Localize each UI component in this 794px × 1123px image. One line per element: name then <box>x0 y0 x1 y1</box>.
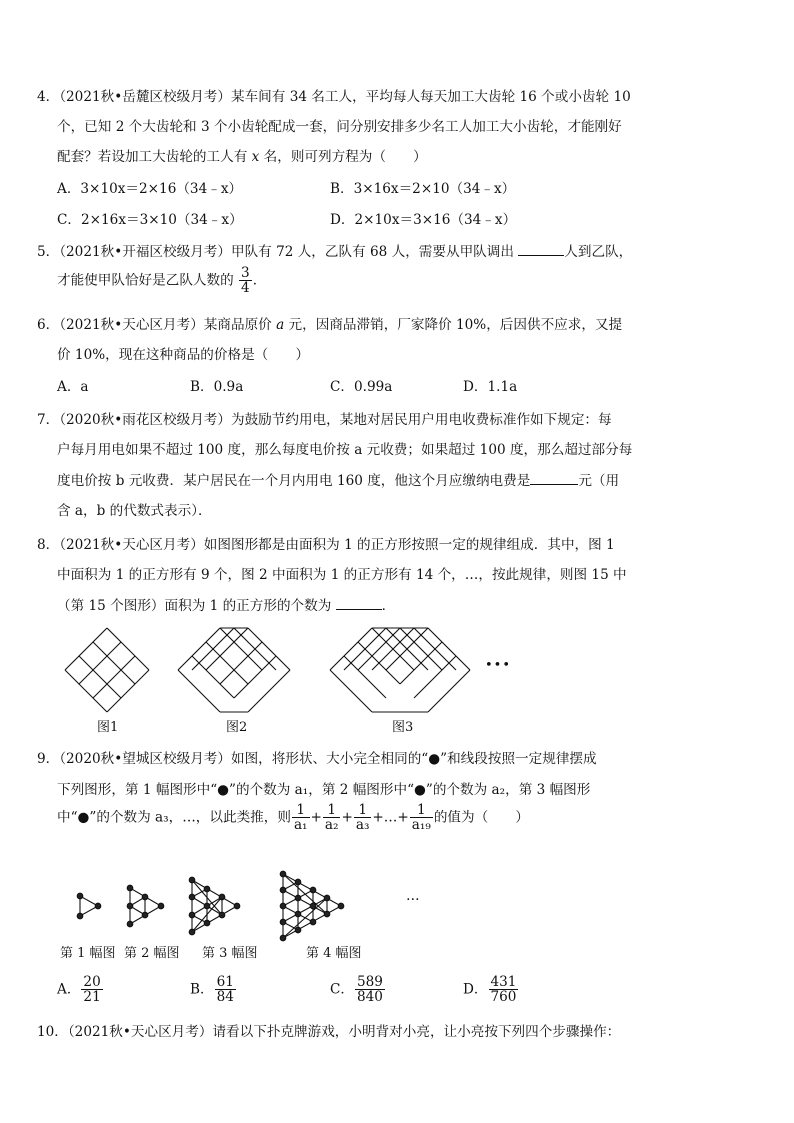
q9-line1: 9．（2020秋•望城区校级月考）如图，将形状、大小完全相同的“●”和线段按照一定规律摆成 <box>37 751 597 767</box>
q9-caption-3: 第 3 幅图 <box>202 946 258 961</box>
q7-line3-b: 元（用 <box>578 473 620 489</box>
q9-option-c-frac <box>355 975 385 1005</box>
q9-line2: 下列图形，第 1 幅图形中“●”的个数为 a₁，第 2 幅图形中“●”的个数为 a₂，第 3 幅图形 <box>57 782 591 798</box>
q9-figure-4 <box>280 871 344 941</box>
q6-line2: 价 10%，现在这种商品的价格是（ ） <box>57 347 310 363</box>
q9-caption-4: 第 4 幅图 <box>306 946 362 961</box>
q8-line1: 8．（2021秋•天心区月考）如图图形都是由面积为 1 的正方形按照一定的规律组成．其中，图 1 <box>37 537 615 553</box>
q9-figures <box>70 866 430 946</box>
q9-term-2-den: a₂ <box>324 817 339 834</box>
q9-option-d-label: D． <box>463 981 488 998</box>
q9-term-3-num: 1 <box>354 803 372 818</box>
q9-term-19-den: a₁₉ <box>411 817 431 834</box>
q5-line1-b: 人到乙队， <box>564 244 633 260</box>
q9-term-19 <box>410 803 433 833</box>
q9-term-2-num: 1 <box>323 803 341 818</box>
q6-var-a: a <box>276 317 285 333</box>
q9-option-d-num: 431 <box>490 974 517 990</box>
q9-option-c-num: 589 <box>357 974 383 990</box>
q9-option-d-frac <box>489 975 519 1005</box>
q4-var-x: x <box>251 149 260 165</box>
q6-option-a[interactable]: A．a <box>57 379 89 395</box>
q9-caption-1: 第 1 幅图 <box>60 946 116 961</box>
q4-line2: 个，已知 2 个大齿轮和 3 个小齿轮配成一套，问分别安排多少名工人加工大小齿轮，才能刚好 <box>57 119 622 135</box>
q5-line1-a: 5．（2021秋•开福区校级月考）甲队有 72 人，乙队有 68 人，需要从甲队调出 <box>37 244 514 260</box>
q4-option-d[interactable]: D．2×10x＝3×16（34﹣x） <box>330 212 517 228</box>
q8-figure-1 <box>65 628 149 712</box>
q10-line1: 10．（2021秋•天心区月考）请看以下扑克牌游戏，小明背对小亮，让小亮按下列四个步骤操作： <box>37 1024 621 1040</box>
q9-term-3-den: a₃ <box>355 817 370 834</box>
q6-option-d[interactable]: D．1.1a <box>463 379 518 395</box>
q9-line3-b: 的值为（ ） <box>433 809 529 826</box>
q7-line1: 7．（2020秋•雨花区校级月考）为鼓励节约用电，某地对居民用户用电收费标准作如下规定：每 <box>37 412 612 428</box>
q9-option-a[interactable] <box>57 975 104 1005</box>
q9-option-b[interactable] <box>190 975 237 1005</box>
q8-caption-fig2: 图2 <box>226 720 248 735</box>
q6-option-b[interactable]: B．0.9a <box>190 379 244 395</box>
q9-option-a-num: 20 <box>83 974 101 990</box>
q9-plus-2: + <box>341 809 353 826</box>
q9-figure-3 <box>189 877 240 935</box>
q5-answer-blank[interactable] <box>518 254 564 256</box>
q9-figure-2 <box>127 885 164 927</box>
q8-more-dots: ••• <box>485 658 512 673</box>
q5-fraction <box>239 266 252 296</box>
q5-line2 <box>57 266 266 296</box>
q7-line3-a: 度电价按 b 元收费．某户居民在一个月内用电 160 度，他这个月应缴纳电费是 <box>57 473 531 489</box>
q7-answer-blank[interactable] <box>530 483 578 485</box>
q9-more-ellipsis: … <box>406 888 420 904</box>
q9-option-c-den: 840 <box>357 989 383 1006</box>
q9-line3-a: 中“●”的个数为 a₃，…，以此类推，则 <box>57 809 291 826</box>
q9-option-d-den: 760 <box>490 989 517 1006</box>
q8-line3 <box>57 594 395 614</box>
q8-line3-end: ． <box>381 598 396 614</box>
q5-line1 <box>37 240 632 260</box>
q6-line1-a: 6．（2021秋•天心区月考）某商品原价 <box>37 317 277 333</box>
q9-option-a-frac <box>81 975 102 1005</box>
q9-term-1 <box>292 803 310 833</box>
q8-line3-text: （第 15 个图形）面积为 1 的正方形的个数为 <box>57 598 332 614</box>
q8-line2: 中面积为 1 的正方形有 9 个，图 2 中面积为 1 的正方形有 14 个，…，按此规律，则图 15 中 <box>57 567 627 583</box>
q8-figure-2 <box>178 628 290 712</box>
q5-end: ． <box>252 272 267 289</box>
q8-answer-blank[interactable] <box>336 608 382 610</box>
q4-line3-b: 名，则可列方程为（ ） <box>259 149 427 165</box>
q8-figure-3 <box>330 628 470 712</box>
q9-term-1-den: a₁ <box>293 817 308 834</box>
q4-option-a[interactable]: A．3×10x＝2×16（34﹣x） <box>57 181 243 197</box>
q8-caption-fig3: 图3 <box>392 720 414 735</box>
q4-line3-a: 配套？若设加工大齿轮的工人有 <box>57 149 252 165</box>
q4-line1: 4．（2021秋•岳麓区校级月考）某车间有 34 名工人，平均每人每天加工大齿轮 16 个或小齿轮 10 <box>37 89 631 105</box>
q9-option-b-num: 61 <box>216 974 234 990</box>
q9-line3 <box>57 803 529 833</box>
q9-figure-1 <box>77 893 101 919</box>
q9-option-c-label: C． <box>330 981 354 998</box>
q5-frac-den: 4 <box>241 280 250 297</box>
q9-option-b-label: B． <box>190 981 214 998</box>
q9-term-19-num: 1 <box>410 803 433 818</box>
q9-plus-1: + <box>310 809 322 826</box>
q5-line2-text: 才能使甲队恰好是乙队人数的 <box>57 272 234 289</box>
q7-line3 <box>57 469 619 489</box>
q7-line4: 含 a，b 的代数式表示）． <box>57 503 212 519</box>
q9-term-2 <box>323 803 341 833</box>
q7-line2: 户每月用电如果不超过 100 度，那么每度电价按 a 元收费；如果超过 100 度，那么超过部分每 <box>57 442 633 458</box>
q9-option-a-label: A． <box>57 981 81 998</box>
q6-option-c[interactable]: C．0.99a <box>330 379 393 395</box>
q9-term-3 <box>354 803 372 833</box>
q9-option-b-frac <box>215 975 236 1005</box>
q4-option-c[interactable]: C．2×16x＝3×10（34﹣x） <box>57 212 243 228</box>
q9-option-a-den: 21 <box>83 989 101 1006</box>
q4-line3 <box>57 145 427 165</box>
q9-option-c[interactable] <box>330 975 386 1005</box>
q5-frac-num: 3 <box>241 265 250 281</box>
q9-term-1-num: 1 <box>292 803 310 818</box>
q9-caption-2: 第 2 幅图 <box>124 946 180 961</box>
q9-option-b-den: 84 <box>216 989 234 1006</box>
q4-option-b[interactable]: B．3×16x＝2×10（34﹣x） <box>330 181 516 197</box>
q9-option-d[interactable] <box>463 975 519 1005</box>
q8-caption-fig1: 图1 <box>97 720 119 735</box>
q6-line1 <box>37 313 622 333</box>
q6-line1-b: 元，因商品滞销，厂家降价 10%，后因供不应求，又提 <box>284 317 623 333</box>
q9-ellipsis: +…+ <box>372 809 409 826</box>
